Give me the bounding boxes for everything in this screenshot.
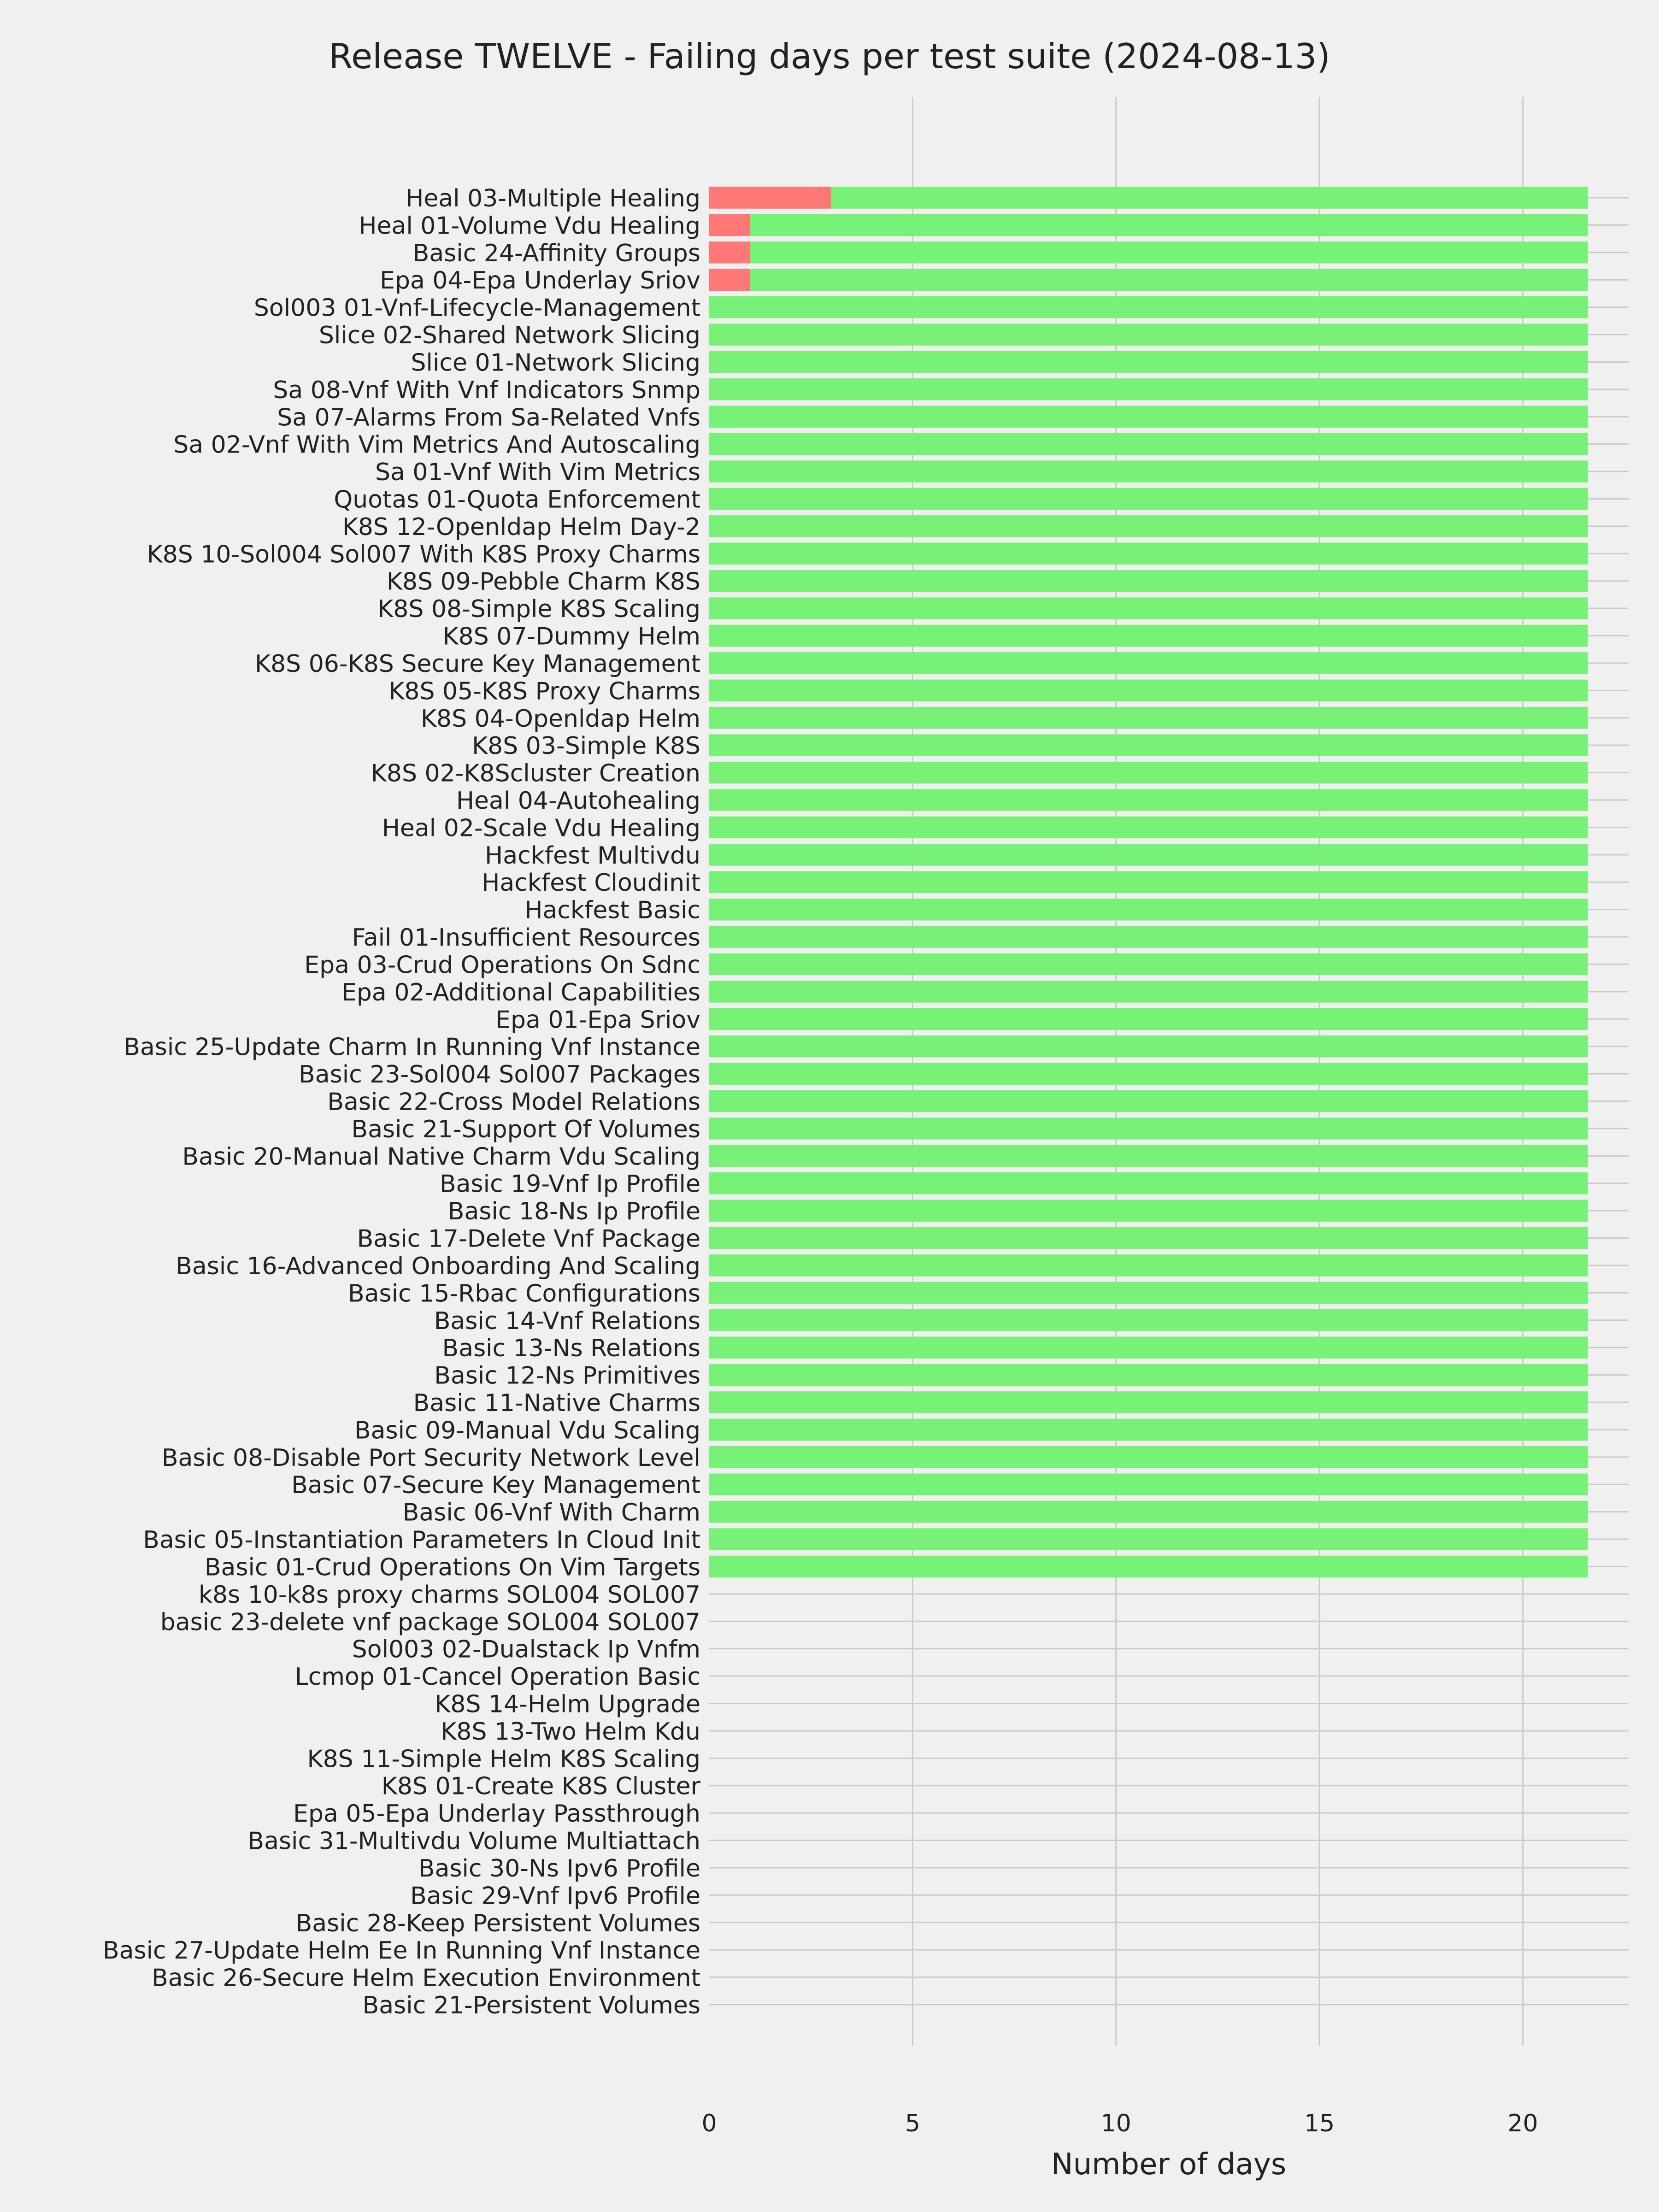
category-label: Epa 02-Additional Capabilities: [341, 978, 700, 1006]
category-label: K8S 08-Simple K8S Scaling: [377, 595, 700, 624]
passing-bar: [709, 981, 1588, 1003]
passing-bar: [709, 324, 1588, 346]
x-tick-label: 10: [1100, 2110, 1131, 2137]
passing-bar: [709, 1501, 1588, 1523]
passing-bar: [709, 652, 1588, 674]
category-label: K8S 04-Openldap Helm: [420, 705, 700, 733]
category-label: Basic 14-Vnf Relations: [434, 1307, 700, 1335]
category-label: Fail 01-Insufficient Resources: [352, 924, 700, 952]
category-label: Epa 01-Epa Sriov: [495, 1006, 700, 1034]
category-label: K8S 10-Sol004 Sol007 With K8S Proxy Charms: [147, 541, 700, 569]
category-label: Basic 22-Cross Model Relations: [327, 1088, 700, 1116]
category-label: Basic 31-Multivdu Volume Multiattach: [247, 1827, 700, 1855]
category-label: Basic 21-Persistent Volumes: [362, 1992, 700, 2019]
passing-bar: [709, 1035, 1588, 1058]
category-label: K8S 02-K8Scluster Creation: [371, 759, 700, 788]
passing-bar: [750, 269, 1588, 291]
x-tick-label: 0: [701, 2110, 717, 2137]
x-tick-label: 5: [905, 2110, 920, 2137]
category-label: K8S 06-K8S Secure Key Management: [254, 650, 700, 678]
passing-bar: [709, 1309, 1588, 1331]
passing-bar: [709, 433, 1588, 455]
passing-bar: [709, 707, 1588, 729]
passing-bar: [709, 460, 1588, 482]
passing-bar: [750, 214, 1588, 236]
passing-bar: [709, 1364, 1588, 1386]
category-label: Basic 19-Vnf Ip Profile: [439, 1170, 700, 1198]
passing-bar: [709, 1282, 1588, 1304]
passing-bar: [831, 187, 1588, 209]
category-label: Heal 02-Scale Vdu Healing: [382, 814, 700, 842]
passing-bar: [709, 899, 1588, 921]
passing-bar: [709, 351, 1588, 373]
category-label: Basic 16-Advanced Onboarding And Scaling: [176, 1252, 700, 1280]
passing-bar: [709, 926, 1588, 948]
passing-bar: [709, 844, 1588, 866]
passing-bar: [709, 406, 1588, 428]
failing-bar: [709, 187, 831, 209]
passing-bar: [709, 543, 1588, 565]
category-label: Hackfest Basic: [524, 896, 700, 924]
category-label: Basic 21-Support Of Volumes: [351, 1115, 700, 1143]
passing-bar: [709, 1145, 1588, 1167]
category-label: Basic 25-Update Charm In Running Vnf Instance: [124, 1033, 700, 1061]
passing-bar: [709, 817, 1588, 839]
passing-bar: [709, 871, 1588, 893]
category-label: Epa 04-Epa Underlay Sriov: [380, 267, 700, 295]
passing-bar: [709, 1254, 1588, 1277]
passing-bar: [709, 1090, 1588, 1112]
passing-bar: [709, 1336, 1588, 1359]
category-label: K8S 09-Pebble Charm K8S: [386, 568, 700, 596]
x-tick-label: 15: [1304, 2110, 1335, 2137]
passing-bar: [709, 1172, 1588, 1194]
passing-bar: [709, 1473, 1588, 1495]
category-label: Sol003 02-Dualstack Ip Vnfm: [352, 1635, 700, 1664]
passing-bar: [709, 597, 1588, 619]
category-label: Basic 17-Delete Vnf Package: [357, 1225, 700, 1253]
passing-bar: [709, 1200, 1588, 1222]
category-label: Basic 08-Disable Port Security Network Level: [161, 1444, 700, 1472]
category-label: K8S 14-Helm Upgrade: [435, 1690, 700, 1718]
category-label: Basic 01-Crud Operations On Vim Targets: [204, 1553, 700, 1582]
passing-bar: [709, 570, 1588, 592]
failing-bar: [709, 269, 750, 291]
passing-bar: [709, 1391, 1588, 1413]
category-label: K8S 11-Simple Helm K8S Scaling: [307, 1745, 700, 1773]
passing-bar: [709, 625, 1588, 647]
category-label: Basic 29-Vnf Ipv6 Profile: [410, 1882, 700, 1910]
category-label: k8s 10-k8s proxy charms SOL004 SOL007: [198, 1581, 700, 1609]
passing-bar: [709, 1528, 1588, 1550]
failing-bar: [709, 214, 750, 236]
category-label: K8S 13-Two Helm Kdu: [441, 1718, 700, 1746]
category-label: Basic 09-Manual Vdu Scaling: [354, 1417, 700, 1445]
category-label: Quotas 01-Quota Enforcement: [334, 486, 700, 514]
passing-bar: [709, 515, 1588, 537]
passing-bar: [709, 488, 1588, 510]
passing-bar: [709, 1556, 1588, 1578]
x-axis-label: Number of days: [1051, 2147, 1287, 2182]
category-label: Sa 02-Vnf With Vim Metrics And Autoscaling: [173, 431, 700, 459]
category-label: Slice 01-Network Slicing: [411, 349, 700, 377]
category-label: Basic 23-Sol004 Sol007 Packages: [299, 1061, 700, 1089]
category-label: Basic 20-Manual Native Charm Vdu Scaling: [182, 1143, 700, 1171]
passing-bar: [750, 241, 1588, 264]
category-label: Basic 11-Native Charms: [413, 1389, 700, 1417]
category-label: K8S 05-K8S Proxy Charms: [388, 677, 700, 706]
passing-bar: [709, 680, 1588, 702]
category-label: Heal 04-Autohealing: [456, 787, 700, 815]
chart-title: Release TWELVE - Failing days per test suite (2024-08-13): [329, 36, 1330, 76]
category-label: Sol003 01-Vnf-Lifecycle-Management: [253, 294, 700, 322]
category-label: Basic 06-Vnf With Charm: [402, 1499, 700, 1527]
category-label: K8S 07-Dummy Helm: [442, 623, 700, 651]
category-label: basic 23-delete vnf package SOL004 SOL007: [160, 1608, 700, 1636]
category-label: Heal 03-Multiple Healing: [406, 185, 700, 212]
category-label: Basic 07-Secure Key Management: [291, 1471, 700, 1500]
passing-bar: [709, 1419, 1588, 1441]
failing-bar: [709, 241, 750, 264]
category-label: Basic 27-Update Helm Ee In Running Vnf Instance: [102, 1937, 700, 1965]
x-tick-label: 20: [1507, 2110, 1538, 2137]
category-label: Hackfest Cloudinit: [482, 869, 700, 897]
category-label: Basic 13-Ns Relations: [442, 1335, 700, 1363]
passing-bar: [709, 1063, 1588, 1085]
category-label: Lcmop 01-Cancel Operation Basic: [294, 1663, 700, 1691]
passing-bar: [709, 953, 1588, 976]
category-label: Basic 30-Ns Ipv6 Profile: [418, 1854, 700, 1883]
passing-bar: [709, 734, 1588, 756]
passing-bar: [709, 762, 1588, 784]
category-label: Hackfest Multivdu: [485, 841, 700, 870]
category-label: Sa 07-Alarms From Sa-Related Vnfs: [277, 404, 700, 432]
category-label: Basic 12-Ns Primitives: [434, 1362, 700, 1390]
category-label: Sa 01-Vnf With Vim Metrics: [375, 459, 700, 487]
category-label: K8S 03-Simple K8S: [472, 732, 700, 760]
bars: [709, 187, 1588, 1577]
passing-bar: [709, 378, 1588, 400]
passing-bar: [709, 1446, 1588, 1468]
passing-bar: [709, 1008, 1588, 1030]
category-label: Basic 18-Ns Ip Profile: [447, 1198, 700, 1226]
passing-bar: [709, 1227, 1588, 1249]
passing-bar: [709, 296, 1588, 318]
category-label: Basic 28-Keep Persistent Volumes: [295, 1909, 700, 1937]
passing-bar: [709, 1118, 1588, 1140]
category-label: Slice 02-Shared Network Slicing: [318, 322, 700, 350]
category-label: Basic 15-Rbac Configurations: [348, 1280, 700, 1308]
category-label: Basic 05-Instantiation Parameters In Cloud Init: [143, 1526, 700, 1554]
passing-bar: [709, 789, 1588, 811]
category-label: Heal 01-Volume Vdu Healing: [359, 212, 700, 240]
category-label: Epa 05-Epa Underlay Passthrough: [293, 1800, 700, 1828]
category-label: Epa 03-Crud Operations On Sdnc: [304, 951, 700, 979]
category-label: Basic 24-Affinity Groups: [412, 239, 700, 267]
category-label: K8S 12-Openldap Helm Day-2: [342, 513, 700, 541]
category-label: Sa 08-Vnf With Vnf Indicators Snmp: [273, 376, 700, 404]
category-label: Basic 26-Secure Helm Execution Environment: [152, 1964, 700, 1992]
category-label: K8S 01-Create K8S Cluster: [381, 1772, 700, 1800]
